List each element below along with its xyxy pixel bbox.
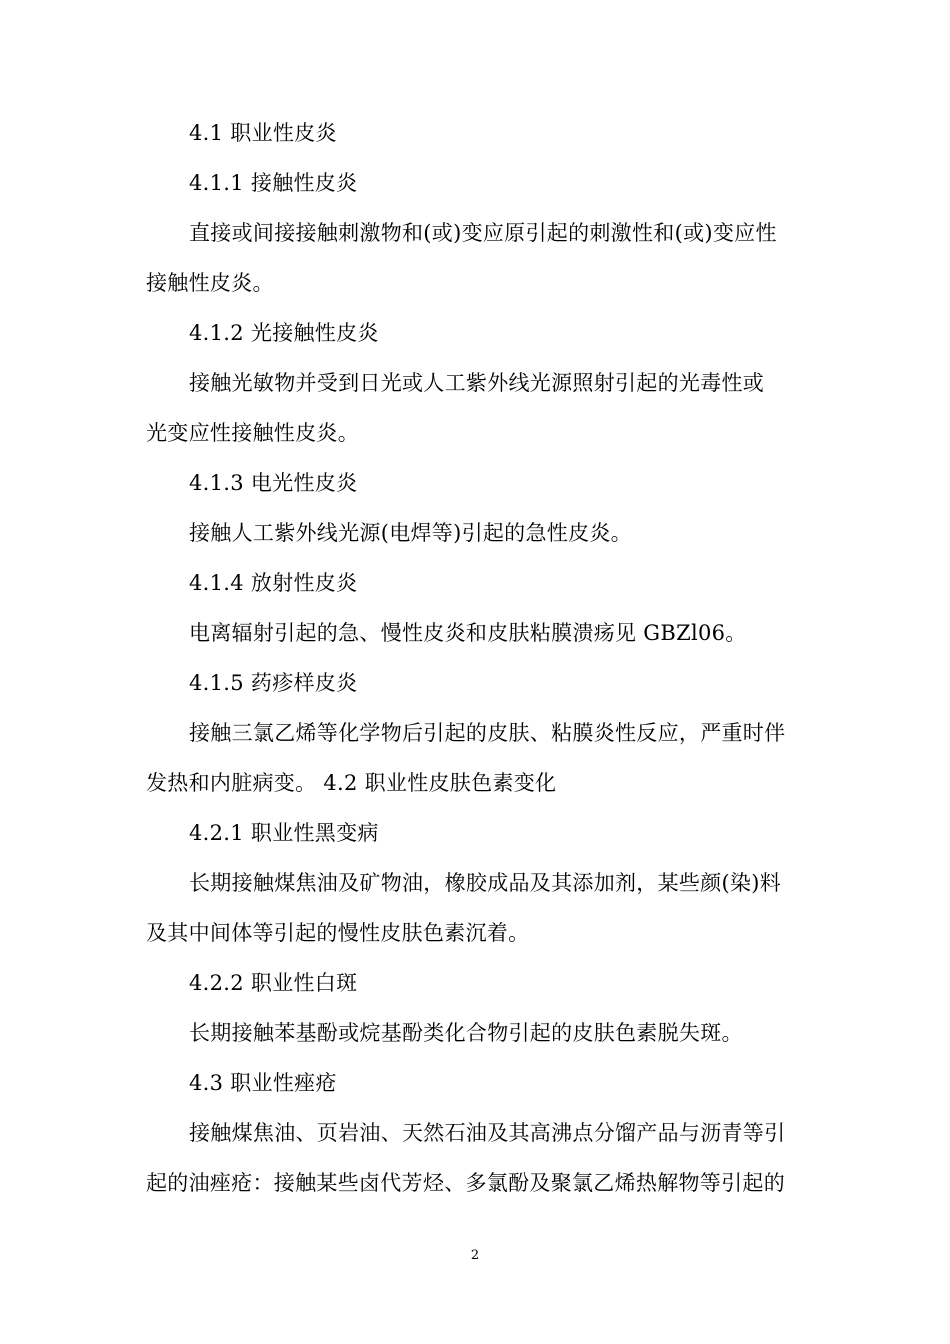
paragraph-line: 发热和内脏病变。 4.2 职业性皮肤色素变化 <box>146 771 557 795</box>
paragraph-line: 接触性皮炎。 <box>146 271 274 295</box>
paragraph-line: 长期接触苯基酚或烷基酚类化合物引起的皮肤色素脱失斑。 <box>189 1021 743 1045</box>
heading-4-1-3: 4.1.3 电光性皮炎 <box>189 471 358 495</box>
paragraph-line: 直接或间接接触刺激物和(或)变应原引起的刺激性和(或)变应性 <box>189 221 777 245</box>
paragraph-line: 接触人工紫外线光源(电焊等)引起的急性皮炎。 <box>189 521 632 545</box>
heading-4-2-1: 4.2.1 职业性黑变病 <box>189 821 379 845</box>
paragraph-line: 长期接触煤焦油及矿物油，橡胶成品及其添加剂，某些颜(染)料 <box>189 871 782 895</box>
heading-4-1-4: 4.1.4 放射性皮炎 <box>189 571 358 595</box>
heading-4-1-5: 4.1.5 药疹样皮炎 <box>189 671 358 695</box>
paragraph-line: 及其中间体等引起的慢性皮肤色素沉着。 <box>146 921 530 945</box>
paragraph-line: 光变应性接触性皮炎。 <box>146 421 359 445</box>
heading-4-1: 4.1 职业性皮炎 <box>189 121 337 145</box>
paragraph-line: 接触光敏物并受到日光或人工紫外线光源照射引起的光毒性或 <box>189 371 765 395</box>
paragraph-line: 接触煤焦油、页岩油、天然石油及其高沸点分馏产品与沥青等引 <box>189 1121 786 1145</box>
heading-4-1-2: 4.1.2 光接触性皮炎 <box>189 321 379 345</box>
paragraph-line: 电离辐射引起的急、慢性皮炎和皮肤粘膜溃疡见 GBZl06。 <box>189 621 747 645</box>
paragraph-line: 起的油痤疮：接触某些卤代芳烃、多氯酚及聚氯乙烯热解物等引起的 <box>146 1171 785 1195</box>
heading-4-1-1: 4.1.1 接触性皮炎 <box>189 171 358 195</box>
heading-4-3: 4.3 职业性痤疮 <box>189 1071 337 1095</box>
paragraph-line: 接触三氯乙烯等化学物后引起的皮肤、粘膜炎性反应，严重时伴 <box>189 721 786 745</box>
page-number: 2 <box>470 1248 480 1263</box>
heading-4-2-2: 4.2.2 职业性白斑 <box>189 971 358 995</box>
